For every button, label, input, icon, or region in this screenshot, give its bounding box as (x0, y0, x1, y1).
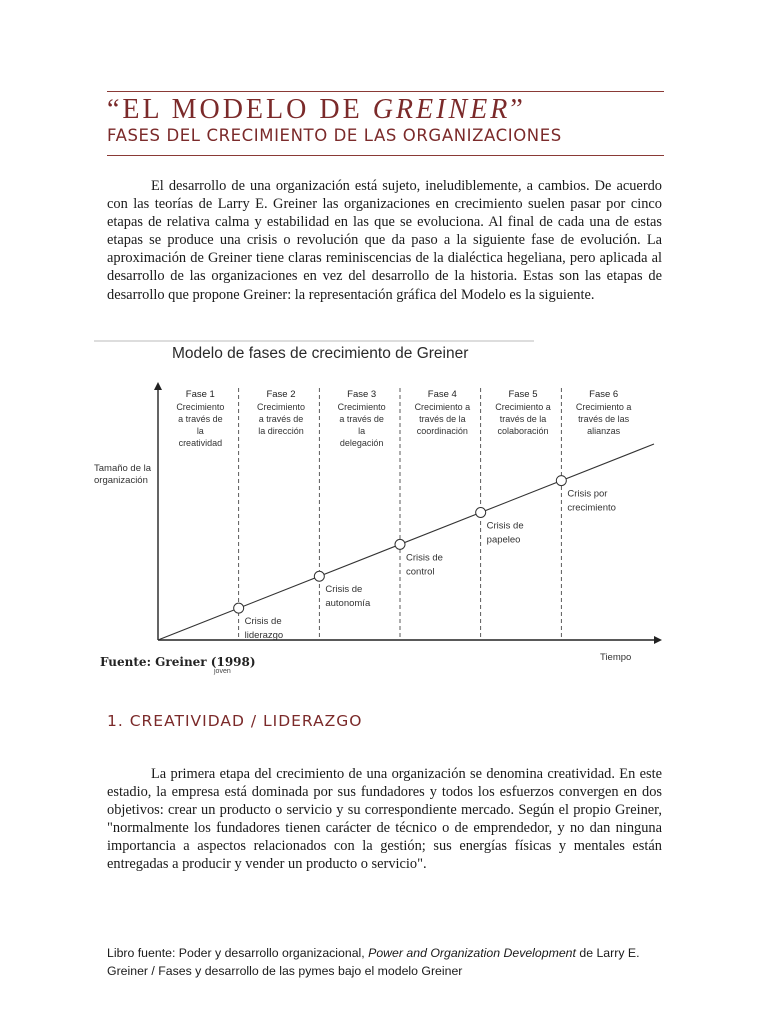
bottom-rule (107, 155, 664, 156)
crisis-label: control (406, 566, 435, 578)
phase-description: a través de (178, 414, 223, 424)
phase-labels (176, 389, 631, 448)
phase-description: Crecimiento a (414, 402, 471, 412)
crisis-marker (476, 507, 486, 517)
phase-description: través de la (499, 414, 547, 424)
phase-description: creatividad (178, 438, 223, 448)
phase-label: Fase 6 (589, 389, 619, 400)
crisis-label: Crisis de (486, 520, 524, 532)
y-axis-label-line1: Tamaño de la (94, 463, 152, 474)
phase-description: delegación (339, 438, 384, 448)
phase-description: Crecimiento (337, 402, 386, 412)
source-note: Libro fuente: Poder y desarrollo organizacional, Power and Organization Development de Larry E. Greiner / Fases y desarrollo de las pymes bajo el modelo Greiner (107, 946, 640, 978)
phase-label: Fase 2 (266, 389, 296, 400)
page-subtitle: FASES DEL CRECIMIENTO DE LAS ORGANIZACIONES (107, 126, 562, 145)
phase-description: través de la (419, 414, 466, 424)
phase-description: Crecimiento a (575, 402, 632, 412)
chart-source: Fuente: Greiner (1998) (100, 655, 256, 669)
phase-description: a través de (258, 414, 304, 424)
title-emphasis: GREINER (372, 94, 511, 125)
chart-fragment-label: joven (214, 668, 231, 675)
crisis-label: liderazgo (244, 630, 284, 642)
top-rule (107, 91, 664, 92)
phase-description: a través de (339, 414, 384, 424)
crisis-marker (314, 571, 324, 581)
crisis-label: crecimiento (567, 502, 616, 514)
section-paragraph: La primera etapa del crecimiento de una organización se denomina creatividad. En este estadio, la empresa está dominada por sus fundadores y todos los esfuerzos convergen en dos objetivos: crear un producto o servicio y su correspondiente mercado. Según el propio Greiner, "normalmente los fundadores tienen carácter de técnico o de emprendedor, y no dan ninguna importancia a aspectos relacionados con la gestión; sus energías físicas y mentales están entregadas a producir y vender un producto o servicio". (107, 766, 662, 873)
phase-label: Fase 4 (427, 389, 457, 400)
section-heading: 1. CREATIVIDAD / LIDERAZGO (107, 712, 363, 730)
crisis-marker (234, 603, 244, 613)
crisis-marker (556, 476, 566, 486)
y-axis-arrow (154, 382, 162, 390)
crisis-label: Crisis de (325, 584, 363, 596)
chart-svg (94, 340, 674, 675)
x-axis-label: Tiempo (600, 652, 632, 663)
phase-description: coordinación (416, 426, 468, 436)
phase-description: la dirección (258, 426, 304, 436)
chart-title: Modelo de fases de crecimiento de Greiner (172, 345, 469, 362)
crisis-label: autonomía (325, 598, 371, 610)
crisis-label: Crisis por (567, 488, 608, 500)
phase-label: Fase 3 (347, 389, 377, 400)
phase-description: alianzas (587, 426, 621, 436)
crisis-label: Crisis de (244, 616, 282, 628)
phase-description: la (196, 426, 204, 436)
crisis-marker (395, 539, 405, 549)
chart-top-bar (94, 340, 534, 342)
source-book-title: Power and Organization Development (368, 946, 576, 960)
phase-description: Crecimiento (256, 402, 306, 412)
phase-label: Fase 5 (508, 389, 538, 400)
x-axis-arrow (654, 636, 662, 644)
phase-description: la (358, 426, 366, 436)
crisis-label: Crisis de (406, 552, 443, 564)
crisis-markers (234, 476, 616, 642)
phase-description: Crecimiento a (495, 402, 551, 412)
growth-line (158, 444, 654, 640)
phase-description: colaboración (497, 426, 549, 436)
phase-description: Crecimiento (176, 402, 225, 412)
crisis-label: papeleo (486, 534, 521, 546)
greiner-chart (94, 340, 674, 675)
intro-paragraph: El desarrollo de una organización está sujeto, ineludiblemente, a cambios. De acuerdo con las teorías de Larry E. Greiner las organizaciones en crecimiento suelen pasar por cinco etapas de relativa calma y estabilidad en las que se evoluciona. Al final de cada una de estas etapas se produce una crisis o revolución que da paso a la siguiente fase de evolución. La aproximación de Greiner tiene claras reminiscencias de la dialéctica hegeliana, pero aplicada al desarrollo de las organizaciones en vez del desarrollo de la historia. Estas son las etapas de desarrollo que propone Greiner: la representación gráfica del Modelo es la siguiente. (107, 178, 662, 303)
y-axis-label-line2: organización (94, 475, 148, 486)
phase-description: través de las (578, 414, 630, 424)
phase-label: Fase 1 (185, 389, 215, 400)
page-title: “EL MODELO DE GREINER” (107, 94, 526, 125)
